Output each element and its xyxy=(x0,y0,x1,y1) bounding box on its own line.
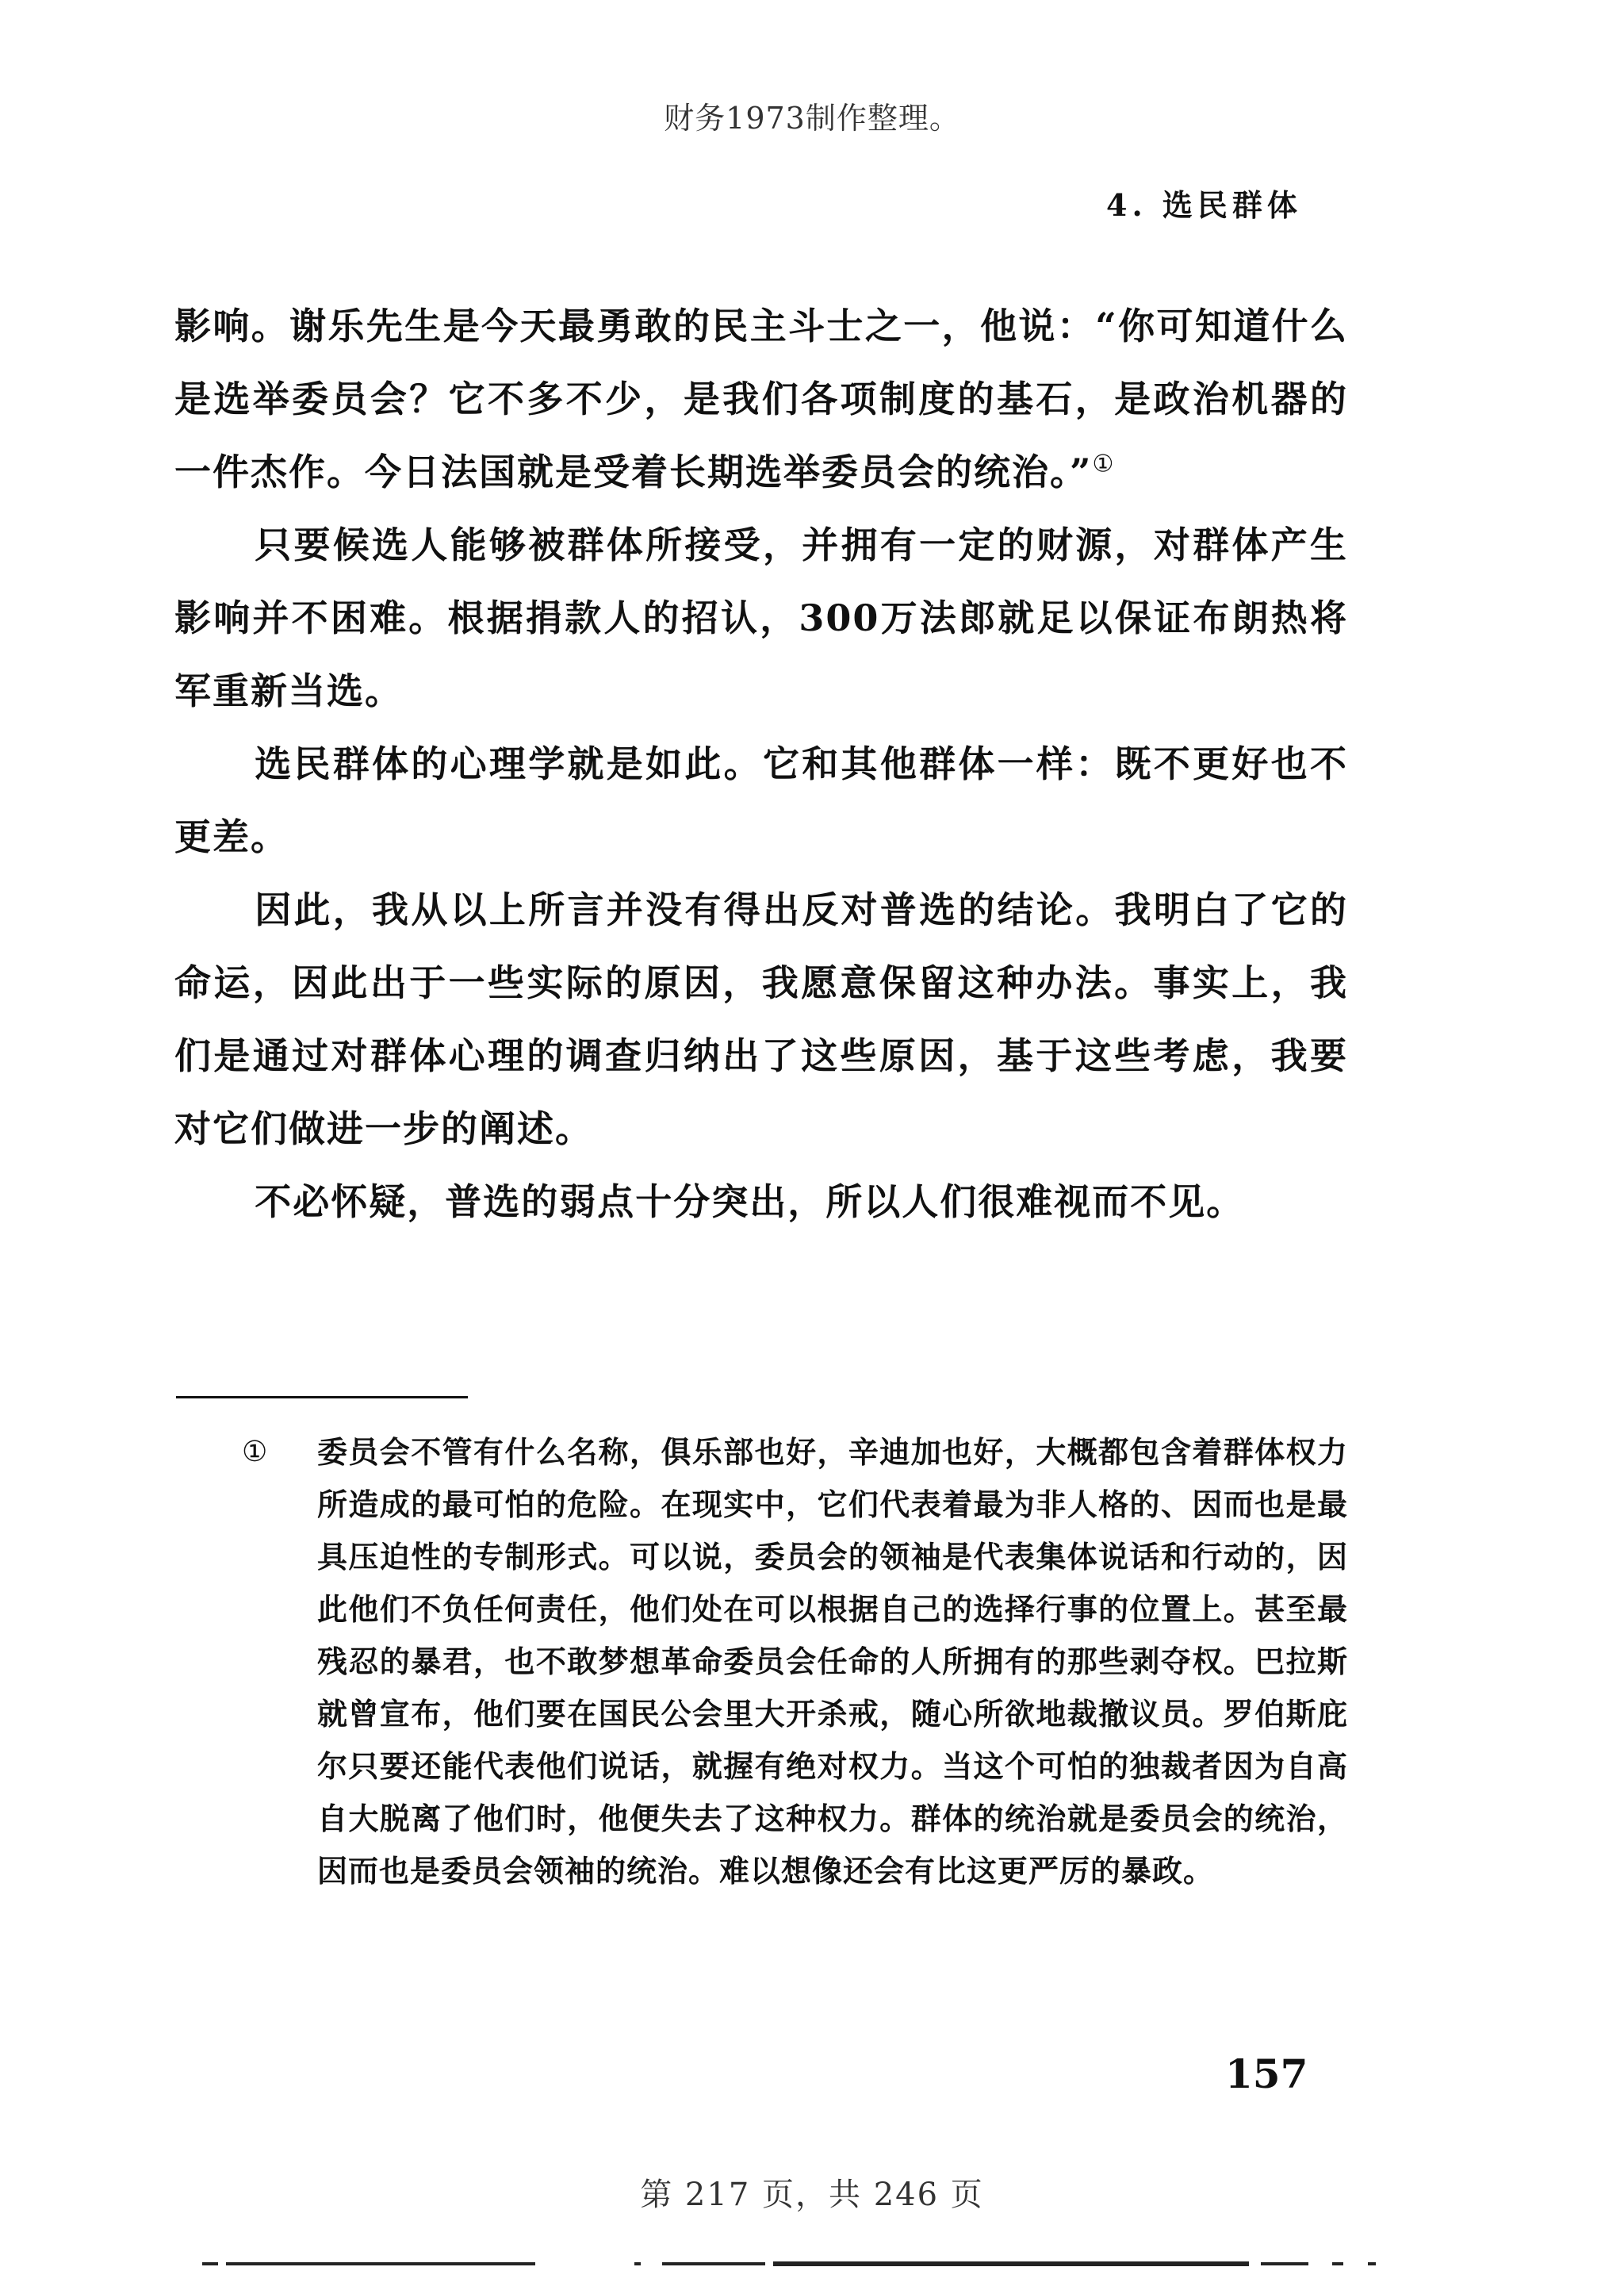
paragraph-4: 因此，我从以上所言并没有得出反对普选的结论。我明白了它的命运，因此出于一些实际的原因，我愿意保留这种办法。事实上，我们是通过对群体心理的调查归纳出了这些原因，基于这些考虑，我要对它们做进一步的阐述。 xyxy=(174,888,1348,1150)
page-number: 157 xyxy=(1225,2050,1308,2097)
paragraph-2: 只要候选人能够被群体所接受，并拥有一定的财源，对群体产生影响并不困难。根据捐款人的招认，300万法郎就足以保证布朗热将军重新当选。 xyxy=(174,524,1348,712)
main-text xyxy=(174,290,1348,1238)
footnote-divider xyxy=(176,1396,468,1398)
footnote-marker: ① xyxy=(242,1436,268,1468)
footnote-text: 委员会不管有什么名称，俱乐部也好，辛迪加也好，大概都包含着群体权力所造成的最可怕的危险。在现实中，它们代表着最为非人格的、因而也是最具压迫性的专制形式。可以说，委员会的领袖是代表集体说话和行动的，因此他们不负任何责任，他们处在可以根据自己的选择行事的位置上。甚至最残忍的暴君，也不敢梦想革命委员会任命的人所拥有的那些剥夺权。巴拉斯就曾宣布，他们要在国民公会里大开杀戒，随心所欲地裁撤议员。罗伯斯庇尔只要还能代表他们说话，就握有绝对权力。当这个可怕的独裁者因为自高自大脱离了他们时，他便失去了这种权力。群体的统治就是委员会的统治，因而也是委员会领袖的统治。难以想像还会有比这更严厉的暴政。 xyxy=(317,1434,1348,1889)
paragraph-3: 选民群体的心理学就是如此。它和其他群体一样：既不更好也不更差。 xyxy=(174,742,1348,858)
paragraph-1-text: 影响。谢乐先生是今天最勇敢的民主斗士之一，他说：“你可知道什么是选举委员会？它不多不少，是我们各项制度的基石，是政治机器的一件杰作。今日法国就是受着长期选举委员会的统治。” xyxy=(174,305,1348,493)
scan-edge-marks xyxy=(0,2262,1624,2273)
footnote-ref[interactable]: ① xyxy=(1092,450,1116,478)
paragraph-1 xyxy=(174,290,1348,508)
watermark-text: 财务1973制作整理。 xyxy=(664,101,960,136)
paragraph-5: 不必怀疑，普选的弱点十分突出，所以人们很难视而不见。 xyxy=(255,1180,1245,1223)
running-head: 4. 选民群体 xyxy=(1106,187,1302,223)
viewer-page-indicator: 第 217 页，共 246 页 xyxy=(640,2177,984,2213)
